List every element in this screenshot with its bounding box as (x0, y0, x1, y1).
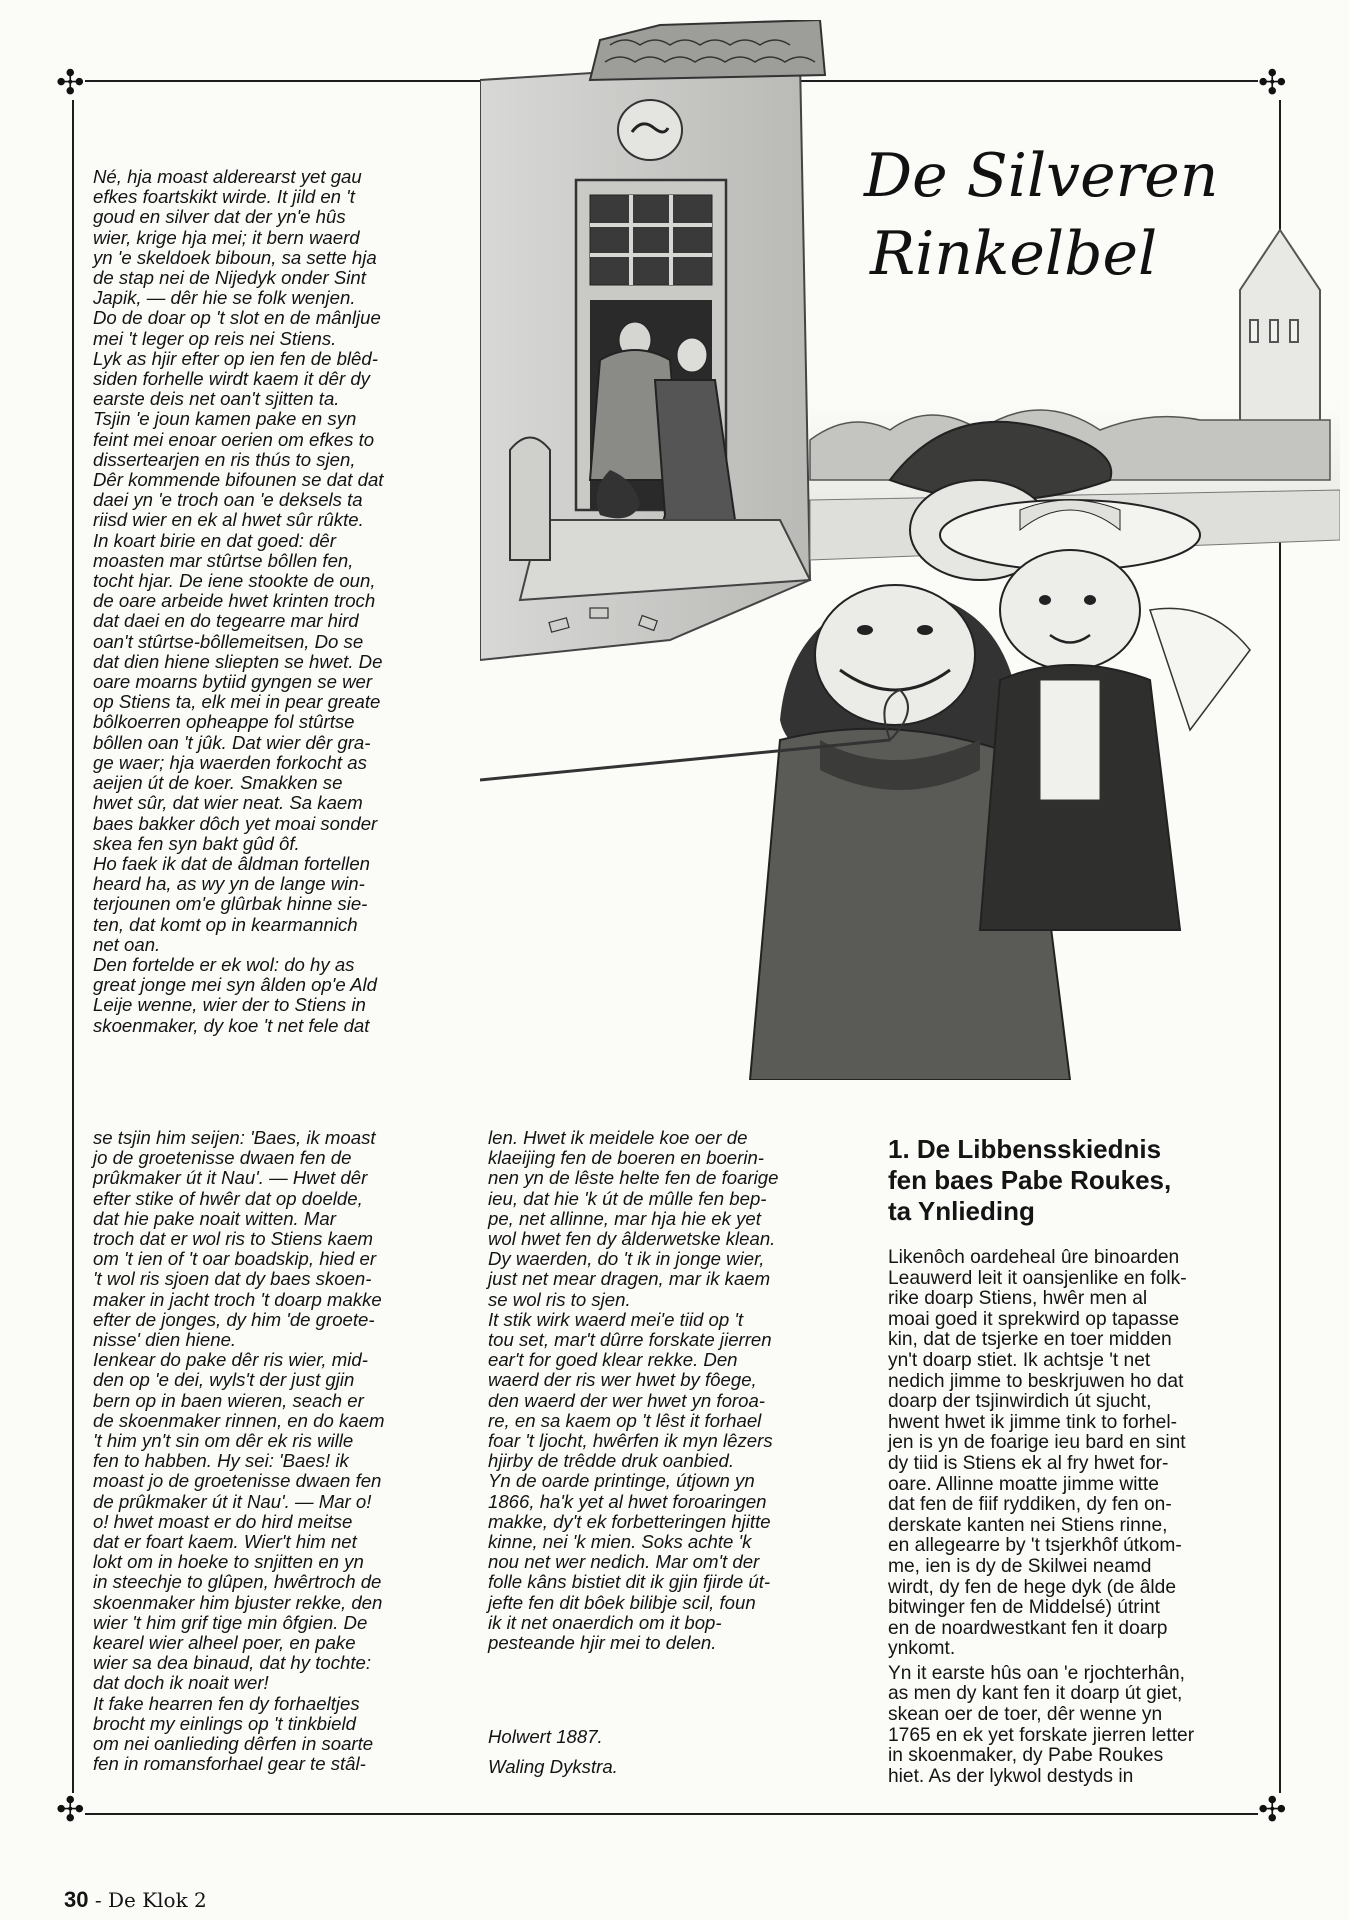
text-line: in steechje to glûpen, hwêrtroch de (93, 1571, 382, 1593)
text-line: fen to habben. Hy sei: 'Baes! ik (93, 1450, 349, 1472)
text-line: riisd wier en ek al hwet sûr rûkte. (93, 509, 364, 531)
text-line: den waerd der wer hwet yn foroa- (488, 1389, 765, 1411)
text-line: Leauwerd leit it oansjenlike en folk- (888, 1267, 1187, 1289)
title-line-2: Rinkelbel (870, 219, 1158, 289)
text-line: Do de doar op 't slot en de mânljue (93, 307, 381, 329)
column-1-top (93, 167, 473, 1036)
column-1-bottom (93, 1128, 473, 1775)
text-line: wier, krige hja mei; it bern waerd (93, 226, 360, 248)
text-line: hjirby de trêdde druk oanbied. (488, 1450, 735, 1472)
text-line: me, ien is dy de Skilwei neamd (888, 1555, 1152, 1577)
text-line: pe, net allinne, mar hja hie ek yet (488, 1207, 761, 1229)
text-line: In koart birie en dat goed: dêr (93, 529, 336, 551)
text-line: foar 't ljocht, hwêrfen ik myn lêzers (488, 1430, 773, 1452)
text-line: It fake hearren fen dy forhaeltjes (93, 1692, 360, 1714)
text-line: nen yn de lêste helte fen de foarige (488, 1167, 779, 1189)
text-line: moai goed it sprekwird op tapasse (888, 1308, 1180, 1330)
text-line: wier 't him grif tige min ôfgien. De (93, 1611, 368, 1633)
ornament-corner-icon: ✣ (56, 63, 85, 103)
text-line: Japik, — dêr hie se folk wenjen. (93, 287, 356, 309)
text-line: nou net wer nedich. Mar om't der (488, 1551, 760, 1573)
text-line: dat daei en do tegearre mar hird (93, 610, 359, 632)
text-line: dat dien hiene sliepten se hwet. De (93, 650, 383, 672)
text-line: bôlkoerren opheappe fol stûrtse (93, 711, 355, 733)
text-line: brocht my einlings op 't tinkbield (93, 1712, 356, 1734)
text-line: skea fen syn bakt gûd ôf. (93, 832, 300, 854)
text-line: en de noardwestkant fen it doarp (888, 1617, 1168, 1639)
text-line: ten, dat komt op in kearmannich (93, 913, 358, 935)
text-line: bern op in baen wieren, seach er (93, 1389, 364, 1411)
text-line: feint mei enoar oerien om efkes to (93, 428, 375, 450)
text-line: dat er foart kaem. Wier't him net (93, 1531, 357, 1553)
text-line: 1765 en ek yet forskate jierren letter (888, 1724, 1195, 1746)
text-line: bitwinger fen de Middelsé) útrint (888, 1597, 1160, 1619)
text-line: Den fortelde er ek wol: do hy as (93, 953, 355, 975)
article-title (864, 137, 1244, 293)
text-line: skoenmaker, dy koe 't net fele dat (93, 1014, 370, 1036)
text-line: dy tiid is Stiens ek al fry hwet for- (888, 1452, 1169, 1474)
text-line: pesteande hjir mei to delen. (488, 1632, 717, 1654)
text-line: ear't for goed klear rekke. Den (488, 1349, 738, 1371)
heading-line: fen baes Pabe Roukes, (888, 1165, 1172, 1195)
text-line: se tsjin him seijen: 'Baes, ik moast (93, 1127, 376, 1148)
text-line: kin, dat de tsjerke en toer midden (888, 1329, 1172, 1351)
text-line: as men dy kant fen it doarp út giet, (888, 1683, 1183, 1705)
text-line: doarp der tsjinwirdich út sjucht, (888, 1391, 1152, 1413)
text-line: earste deis net oan't sjitten ta. (93, 388, 340, 410)
text-line: skean oer de toer, dêr wenne yn (888, 1704, 1163, 1726)
publication-name: De Klok 2 (107, 1888, 207, 1912)
text-line: Yn de oarde printinge, útjown yn (488, 1470, 755, 1492)
text-line: terjounen om'e glûrbak hinne sie- (93, 893, 368, 915)
text-line: se wol ris to sjen. (488, 1288, 631, 1310)
text-line: dat hie pake noait witten. Mar (93, 1207, 336, 1229)
text-line: rike doarp Stiens, hwêr men al (888, 1288, 1148, 1310)
text-line: efter de jonges, dy him 'de groete- (93, 1308, 375, 1330)
text-line: tocht hjar. De iene stookte de oun, (93, 570, 376, 592)
text-line: o! hwet moast er do hird meitse (93, 1510, 353, 1532)
text-line: de oare arbeide hwet krinten troch (93, 590, 376, 612)
paragraph (888, 1664, 1258, 1788)
text-line: daei yn 'e troch oan 'e deksels ta (93, 489, 363, 511)
text-line: great jonge mei syn âlden op'e Ald (93, 974, 378, 996)
text-line: den op 'e dei, wyls't der just gjin (93, 1369, 355, 1391)
text-line: waerd der ris wer hwet by fôege, (488, 1369, 757, 1391)
text-line: Dêr kommende bifounen se dat dat (93, 469, 384, 491)
heading-line: 1. De Libbensskiednis (888, 1134, 1162, 1164)
text-line: Ho faek ik dat de âldman fortellen (93, 852, 370, 874)
text-line: Likenôch oardeheal ûre binoarden (888, 1247, 1180, 1268)
text-line: bôllen oan 't jûk. Dat wier dêr gra- (93, 731, 371, 753)
text-line: efter stike of hwêr dat op doelde, (93, 1187, 363, 1209)
text-line: yn't doarp stiet. Ik achtsje 't net (888, 1349, 1151, 1371)
text-line: len. Hwet ik meidele koe oer de (488, 1127, 748, 1148)
text-line: 1866, ha'k yet al hwet foroaringen (488, 1490, 767, 1512)
text-line: dat doch ik noait wer! (93, 1672, 269, 1694)
text-line: hiet. As der lykwol destyds in (888, 1765, 1134, 1787)
text-line: Leije wenne, wier der to Stiens in (93, 994, 366, 1016)
text-line: efkes foartskikt wirde. It jild en 't (93, 186, 355, 208)
text-line: dissertearjen en ris thús to sjen, (93, 448, 356, 470)
text-line: heard ha, as wy yn de lange win- (93, 873, 365, 895)
text-line: jefte fen dit bôek bilibje scil, foun (488, 1591, 756, 1613)
text-line: de stap nei de Nijedyk onder Sint (93, 267, 366, 289)
paragraph (888, 1248, 1258, 1660)
signature-author: Waling Dykstra. (488, 1756, 618, 1777)
heading-line: ta Ynlieding (888, 1196, 1035, 1226)
text-line: 't wol ris sjoen dat dy baes skoen- (93, 1268, 372, 1290)
column-2 (488, 1128, 868, 1653)
text-line: nisse' dien hiene. (93, 1329, 237, 1351)
text-line: Yn it earste hûs oan 'e rjochterhân, (888, 1662, 1185, 1684)
text-line: klaeijing fen de boeren en boerin- (488, 1147, 765, 1169)
text-line: It stik wirk waerd mei'e tiid op 't (488, 1308, 744, 1330)
text-line: folle kâns bistiet dit ik gjin fjirde út- (488, 1571, 771, 1593)
text-line: dat fen de fiif ryddiken, dy fen on- (888, 1494, 1172, 1516)
title-line-1: De Silveren (864, 141, 1219, 211)
section-heading (888, 1134, 1258, 1227)
text-line: om nei oanlieding dêrfen in soarte (93, 1733, 374, 1755)
text-line: troch dat er wol ris to Stiens kaem (93, 1228, 374, 1250)
text-line: jo de groetenisse dwaen fen de (93, 1147, 352, 1169)
text-line: maker in jacht troch 't doarp makke (93, 1288, 382, 1310)
text-line: Ienkear do pake dêr ris wier, mid- (93, 1349, 368, 1371)
text-line: oan't stûrtse-bôllemeitsen, Do se (93, 630, 364, 652)
page-footer (64, 1887, 207, 1913)
text-line: yn 'e skeldoek biboun, sa sette hja (93, 246, 377, 268)
text-line: oare moarns bytiid gyngen se wer (93, 671, 373, 693)
text-line: just net mear dragen, mar ik kaem (488, 1268, 771, 1290)
ornament-corner-icon: ✣ (1258, 1790, 1287, 1830)
text-line: makke, dy't ek forbetteringen hjitte (488, 1510, 771, 1532)
text-line: ieu, dat hie 'k út de mûlle fen bep- (488, 1187, 767, 1209)
text-line: hwet sûr, dat wier neat. Sa kaem (93, 792, 363, 814)
text-line: ik it net onaerdich om it bop- (488, 1611, 722, 1633)
ornament-corner-icon: ✣ (1258, 63, 1287, 103)
text-line: kearel wier alheel poer, en pake (93, 1632, 356, 1654)
text-line: skoenmaker him bjuster rekke, den (93, 1591, 383, 1613)
text-line: lokt om in hoeke to snjitten en yn (93, 1551, 364, 1573)
text-line: ge waer; hja waerden forkocht as (93, 751, 367, 773)
text-line: mei 't leger op reis nei Stiens. (93, 327, 337, 349)
signature-place: Holwert 1887. (488, 1726, 603, 1747)
text-line: net oan. (93, 933, 161, 955)
text-line: aeijen út de koer. Smakken se (93, 772, 343, 794)
text-line: baes bakker dôch yet moai sonder (93, 812, 378, 834)
text-line: Lyk as hjir efter op ien fen de blêd- (93, 347, 378, 369)
text-line: kinne, nei 'k mien. Soks achte 'k (488, 1531, 752, 1553)
text-line: 't him yn't sin om dêr ek ris wille (93, 1430, 354, 1452)
text-line: oare. Allinne moatte jimme witte (888, 1473, 1159, 1495)
text-line: en allegearre by 't tsjerkhôf útkom- (888, 1535, 1182, 1557)
text-line: Dy waerden, do 't ik in jonge wier, (488, 1248, 765, 1270)
text-line: om 't ien of 't oar boadskip, hied er (93, 1248, 377, 1270)
text-line: moasten mar stûrtse bôllen fen, (93, 549, 354, 571)
text-line: siden forhelle wirdt kaem it dêr dy (93, 368, 370, 390)
footer-separator: - (94, 1888, 102, 1912)
text-line: Tsjin 'e joun kamen pake en syn (93, 408, 357, 430)
text-line: re, en sa kaem op 't lêst it forhael (488, 1409, 762, 1431)
text-line: moast jo de groetenisse dwaen fen (93, 1470, 382, 1492)
text-line: hwent hwet ik jimme tink to forhel- (888, 1411, 1177, 1433)
ornament-corner-icon: ✣ (56, 1790, 85, 1830)
text-line: jen is yn de foarige ieu bard en sint (888, 1432, 1186, 1454)
text-line: derskate kanten nei Stiens rinne, (888, 1514, 1168, 1536)
page-number: 30 (64, 1887, 89, 1912)
text-line: wier sa dea binaud, dat hy tochte: (93, 1652, 372, 1674)
text-line: tou set, mar't dûrre forskate jierren (488, 1329, 772, 1351)
text-line: Né, hja moast alderearst yet gau (93, 166, 362, 187)
text-line: nedich jimme to beskrjuwen ho dat (888, 1370, 1184, 1392)
column-3 (888, 1248, 1258, 1791)
text-line: de prûkmaker út it Nau'. — Mar o! (93, 1490, 372, 1512)
text-line: ynkomt. (888, 1638, 956, 1660)
text-line: fen in romansforhael gear te stâl- (93, 1753, 366, 1775)
text-line: wirdt, dy fen de hege dyk (de âlde (888, 1576, 1176, 1598)
text-line: prûkmaker út it Nau'. — Hwet dêr (93, 1167, 368, 1189)
text-line: goud en silver dat der yn'e hûs (93, 206, 346, 228)
text-line: wol hwet fen dy âlderwetske klean. (488, 1228, 776, 1250)
text-line: op Stiens ta, elk mei in pear greate (93, 691, 381, 713)
text-line: in skoenmaker, dy Pabe Roukes (888, 1745, 1164, 1767)
text-line: de skoenmaker rinnen, en do kaem (93, 1409, 385, 1431)
